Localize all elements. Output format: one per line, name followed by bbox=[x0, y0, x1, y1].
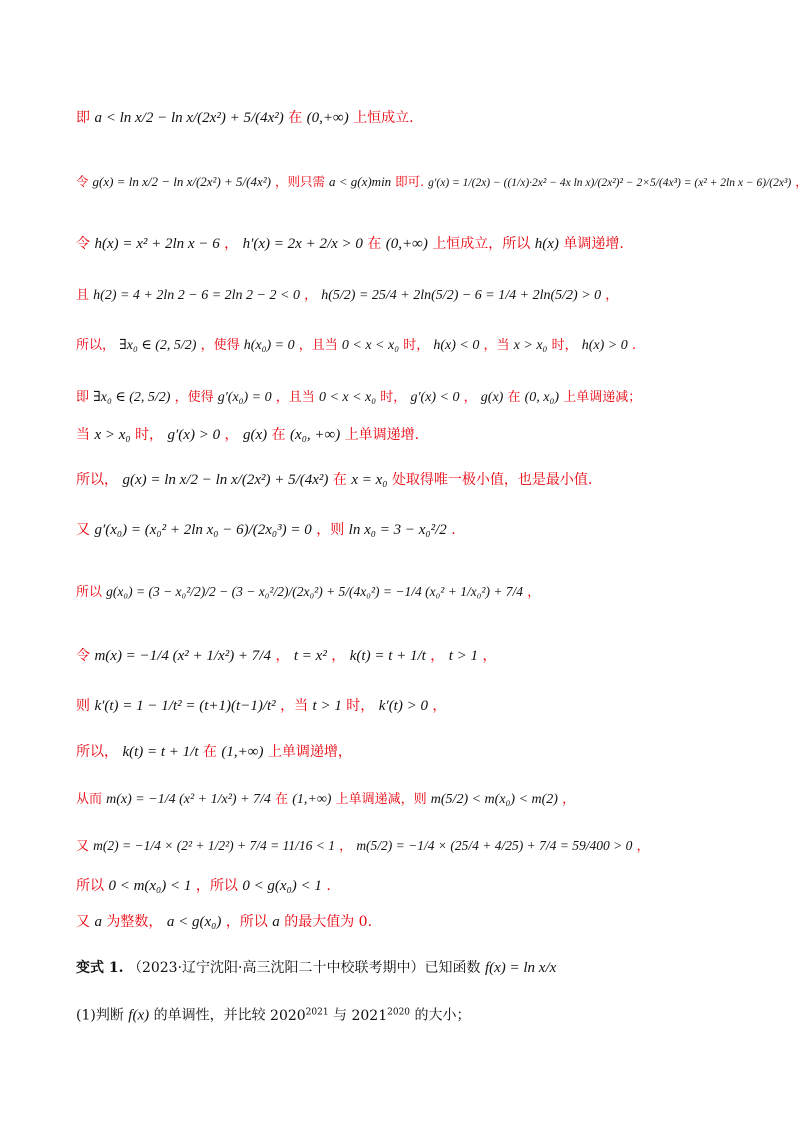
variant-source: （2023·辽宁沈阳·高三沈阳二十中校联考期中）已知函数 bbox=[127, 960, 481, 976]
formula: g(x) bbox=[242, 427, 268, 443]
variant-label: 变式 1. bbox=[76, 960, 124, 976]
question-function: f(x) bbox=[128, 1007, 150, 1024]
solution-line-2 bbox=[76, 172, 808, 193]
text: 则 bbox=[76, 698, 90, 714]
text: 上单调递增， bbox=[267, 744, 352, 760]
formula: k′(t) = 1 − 1/t² = (t+1)(t−1)/t² bbox=[94, 698, 276, 714]
text: ，且当 bbox=[275, 390, 315, 405]
formula: m(x) = −1/4 (x² + 1/x²) + 7/4 bbox=[94, 648, 271, 664]
formula: a bbox=[94, 914, 102, 930]
formula: g′(x₀) = 0 bbox=[217, 390, 272, 405]
formula: (0, x₀) bbox=[524, 390, 560, 405]
solution-line-11 bbox=[76, 646, 496, 666]
formula: h(x) = x² + 2ln x − 6 bbox=[94, 236, 220, 252]
text: ， bbox=[636, 839, 650, 854]
formula: a < g(x₀) bbox=[166, 914, 222, 930]
formula: (1,+∞) bbox=[221, 744, 264, 760]
solution-line-8 bbox=[76, 470, 592, 490]
solution-line-12 bbox=[76, 696, 446, 716]
formula: a < g(x)min bbox=[328, 174, 392, 189]
text: ， bbox=[304, 288, 318, 303]
text: 所以， bbox=[76, 744, 118, 760]
text: 令 bbox=[76, 174, 89, 189]
question-prefix: (1)判断 bbox=[76, 1007, 124, 1024]
solution-line-10 bbox=[76, 582, 540, 603]
solution-line-15 bbox=[76, 836, 649, 857]
variant-function: f(x) = ln x/x bbox=[484, 960, 557, 976]
formula: t > 1 bbox=[448, 648, 479, 664]
text: ， bbox=[331, 648, 346, 664]
text: 处取得唯一极小值，也是最小值. bbox=[391, 472, 593, 488]
solution-line-3 bbox=[76, 234, 624, 254]
solution-line-4 bbox=[76, 286, 618, 306]
formula: g′(x₀) = (x₀² + 2ln x₀ − 6)/(2x₀³) = 0 bbox=[94, 522, 312, 538]
text: ，所以 bbox=[225, 914, 268, 930]
text: . bbox=[326, 878, 331, 894]
formula: (1,+∞) bbox=[292, 792, 332, 807]
text: ， bbox=[562, 792, 576, 807]
formula: (0,+∞) bbox=[385, 236, 428, 252]
text: 又 bbox=[76, 522, 90, 538]
formula: t = x² bbox=[293, 648, 327, 664]
text: ，使得 bbox=[174, 390, 214, 405]
formula: h′(x) = 2x + 2/x > 0 bbox=[242, 236, 363, 252]
text: ， bbox=[432, 698, 447, 714]
solution-line-17 bbox=[76, 912, 372, 932]
text: 在 bbox=[275, 792, 289, 807]
text: 所以， bbox=[76, 338, 116, 353]
text: 令 bbox=[76, 648, 90, 664]
question-text: 的单调性，并比较 bbox=[153, 1007, 266, 1024]
text: 所以 bbox=[76, 878, 104, 894]
text: 又 bbox=[76, 914, 90, 930]
text: ， bbox=[430, 648, 445, 664]
text: 上恒成立，所以 bbox=[432, 236, 531, 252]
question-suffix: 的大小； bbox=[414, 1007, 471, 1024]
formula: m(x) = −1/4 (x² + 1/x²) + 7/4 bbox=[106, 792, 271, 807]
formula: g′(x) = 1/(2x) − ((1/x)·2x² − 4x ln x)/(2x²)² − 2×5/(4x³) = (x² + 2ln x − 6)/(2x³) bbox=[428, 177, 792, 189]
text: 在 bbox=[202, 744, 217, 760]
formula: (0,+∞) bbox=[306, 110, 349, 126]
text: ，当 bbox=[483, 338, 510, 353]
solution-line-6 bbox=[76, 388, 641, 408]
text: ， bbox=[275, 648, 290, 664]
text: ， bbox=[527, 585, 541, 600]
text: ， bbox=[605, 288, 619, 303]
text: 在 bbox=[507, 390, 521, 405]
text: . bbox=[631, 338, 636, 353]
text: 上单调递增. bbox=[344, 427, 420, 443]
power-a: $2020^{2021}$ bbox=[270, 1007, 329, 1024]
text: 在 bbox=[288, 110, 303, 126]
formula: 0 < g(x₀) < 1 bbox=[242, 878, 322, 894]
formula: 0 < x < x₀ bbox=[341, 338, 400, 353]
formula: h(2) = 4 + 2ln 2 − 6 = 2ln 2 − 2 < 0 bbox=[93, 288, 300, 303]
question-1 bbox=[76, 1002, 470, 1026]
formula: 0 < x < x₀ bbox=[318, 390, 377, 405]
formula: g′(x) < 0 bbox=[410, 390, 460, 405]
text: ，则 bbox=[316, 522, 345, 538]
solution-line-13 bbox=[76, 742, 352, 762]
text: ， bbox=[482, 648, 497, 664]
question-conjunction: 与 bbox=[333, 1007, 348, 1024]
text: 又 bbox=[76, 839, 90, 854]
text: 所以 bbox=[76, 585, 103, 600]
text: 令 bbox=[76, 236, 90, 252]
formula: x = x₀ bbox=[351, 472, 388, 488]
formula: k(t) = t + 1/t bbox=[349, 648, 426, 664]
text: 在 bbox=[367, 236, 382, 252]
text: 时， bbox=[403, 338, 430, 353]
text: ，使得 bbox=[200, 338, 240, 353]
text: ， bbox=[463, 390, 477, 405]
formula: a bbox=[272, 914, 280, 930]
text: 从而 bbox=[76, 792, 103, 807]
formula: k(t) = t + 1/t bbox=[122, 744, 199, 760]
text: 的最大值为 0. bbox=[284, 914, 373, 930]
text: 所以， bbox=[76, 472, 118, 488]
solution-line-7 bbox=[76, 425, 419, 445]
formula: g(x) bbox=[480, 390, 504, 405]
formula: k′(t) > 0 bbox=[378, 698, 428, 714]
variant-heading bbox=[76, 958, 556, 978]
solution-line-9 bbox=[76, 520, 456, 540]
formula: m(5/2) < m(x₀) < m(2) bbox=[430, 792, 558, 807]
text: 上单调递减，则 bbox=[335, 792, 427, 807]
formula: (x₀, +∞) bbox=[290, 427, 341, 443]
formula: x > x₀ bbox=[94, 427, 131, 443]
formula: h(x) bbox=[534, 236, 559, 252]
solution-line-14 bbox=[76, 790, 575, 810]
text: ，所以 bbox=[195, 878, 238, 894]
formula: m(2) = −1/4 × (2² + 1/2²) + 7/4 = 11/16 < 1 bbox=[93, 838, 336, 853]
formula: x > x₀ bbox=[513, 338, 548, 353]
text: 上恒成立. bbox=[353, 110, 414, 126]
text: ，且当 bbox=[298, 338, 338, 353]
formula: h(x₀) = 0 bbox=[243, 338, 295, 353]
formula: h(5/2) = 25/4 + 2ln(5/2) − 6 = 1/4 + 2ln(5/2) > 0 bbox=[321, 288, 602, 303]
text: ，当 bbox=[280, 698, 309, 714]
text: 单调递增. bbox=[563, 236, 624, 252]
solution-line-5 bbox=[76, 336, 636, 356]
text: 在 bbox=[271, 427, 286, 443]
formula: g′(x) > 0 bbox=[167, 427, 221, 443]
text: 时， bbox=[346, 698, 375, 714]
text: 时， bbox=[135, 427, 164, 443]
formula: h(x) < 0 bbox=[433, 338, 480, 353]
text: ， bbox=[339, 839, 353, 854]
formula: 0 < m(x₀) < 1 bbox=[108, 878, 192, 894]
formula: ∃x₀ ∈ (2, 5/2) bbox=[93, 390, 171, 405]
text: ， bbox=[224, 427, 239, 443]
text: ， bbox=[224, 236, 239, 252]
formula: g(x) = ln x/2 − ln x/(2x²) + 5/(4x²) bbox=[122, 472, 329, 488]
text: 当 bbox=[76, 427, 90, 443]
formula: ∃x₀ ∈ (2, 5/2) bbox=[119, 338, 197, 353]
solution-line-16 bbox=[76, 876, 331, 896]
formula: h(x) > 0 bbox=[581, 338, 628, 353]
text: 且 bbox=[76, 288, 90, 303]
text: 在 bbox=[332, 472, 347, 488]
text: 时， bbox=[551, 338, 578, 353]
text: 为整数， bbox=[106, 914, 163, 930]
formula: g(x) = ln x/2 − ln x/(2x²) + 5/(4x²) bbox=[92, 174, 271, 189]
text: . bbox=[451, 522, 456, 538]
text: 即 bbox=[76, 390, 90, 405]
solution-line-1 bbox=[76, 108, 414, 128]
power-b: $2021^{2020}$ bbox=[351, 1007, 411, 1024]
text: 上单调递减； bbox=[563, 390, 642, 405]
text: ，则只需 bbox=[274, 174, 325, 189]
formula: g(x₀) = (3 − x₀²/2)/2 − (3 − x₀²/2)/(2x₀²) + 5/(4x₀²) = −1/4 (x₀² + 1/x₀²) + 7/4 bbox=[106, 584, 524, 599]
text: 即 bbox=[76, 110, 90, 126]
formula: t > 1 bbox=[312, 698, 342, 714]
text: ， bbox=[795, 174, 808, 189]
text: 时， bbox=[380, 390, 407, 405]
formula: m(5/2) = −1/4 × (25/4 + 4/25) + 7/4 = 59/400 > 0 bbox=[356, 838, 633, 853]
formula: a < ln x/2 − ln x/(2x²) + 5/(4x²) bbox=[94, 110, 284, 126]
text: 即可. bbox=[395, 174, 425, 189]
formula: ln x₀ = 3 − x₀²/2 bbox=[348, 522, 447, 538]
